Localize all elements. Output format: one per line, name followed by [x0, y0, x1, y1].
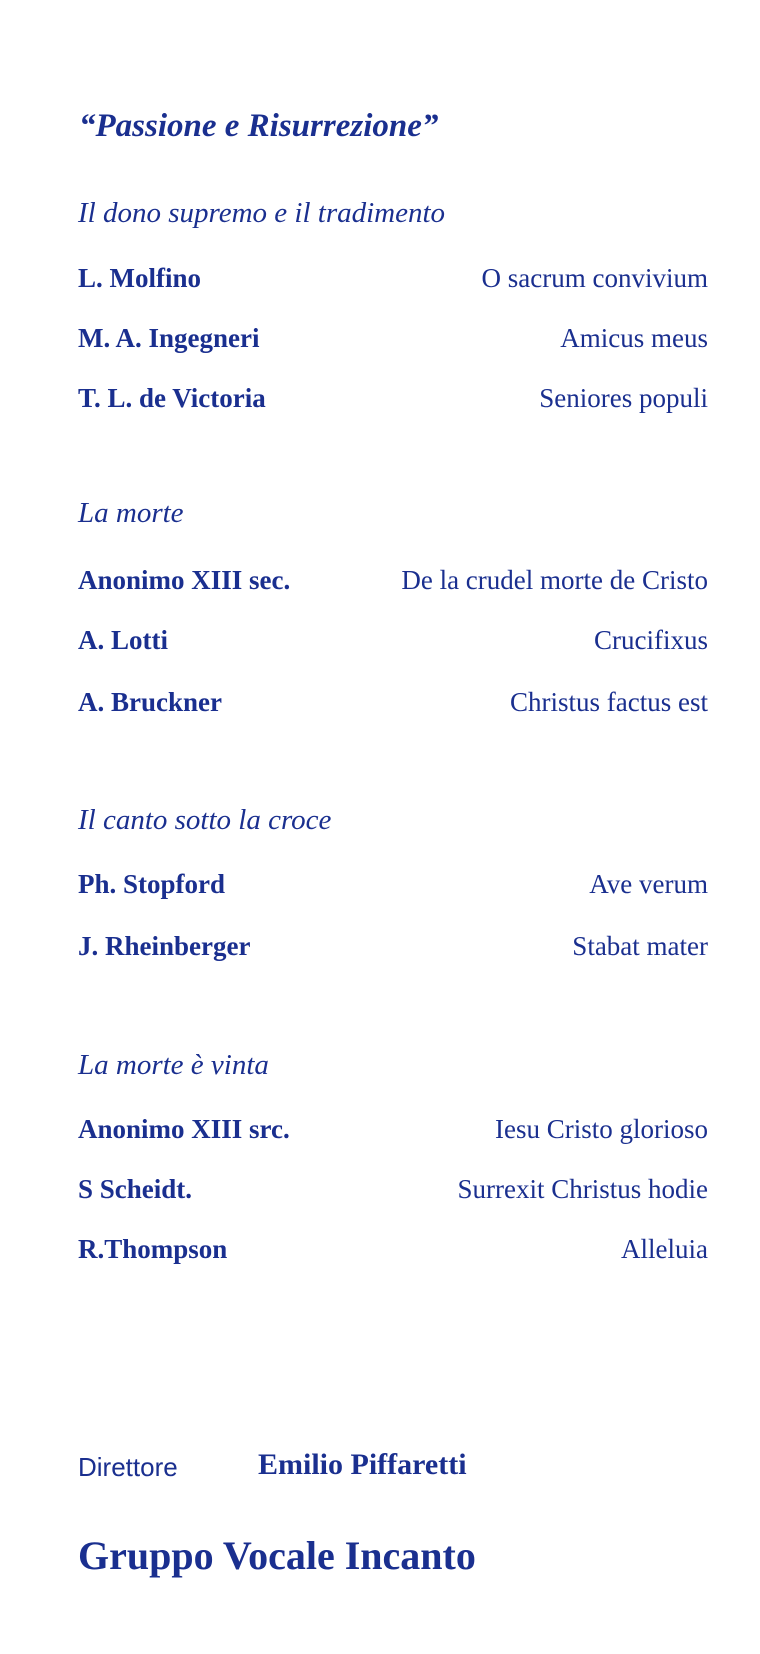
work-title: Iesu Cristo glorioso	[495, 1114, 708, 1144]
composer-name: L. Molfino	[78, 263, 202, 293]
work-title: Crucifixus	[594, 625, 708, 655]
program-row	[78, 687, 708, 721]
work-title: O sacrum convivium	[481, 263, 708, 293]
program-row	[78, 931, 708, 965]
composer-name: Anonimo XIII sec.	[78, 565, 291, 595]
program-row	[78, 869, 708, 903]
program-row	[78, 1114, 708, 1148]
composer-name: J. Rheinberger	[78, 931, 251, 961]
composer-name: Anonimo XIII src.	[78, 1114, 290, 1144]
director-name: Emilio Piffaretti	[258, 1448, 467, 1481]
composer-name: T. L. de Victoria	[78, 383, 266, 413]
work-title: Alleluia	[621, 1234, 708, 1264]
work-title: Stabat mater	[572, 931, 708, 961]
work-title: De la crudel morte de Cristo	[401, 565, 708, 595]
ensemble-name: Gruppo Vocale Incanto	[78, 1533, 476, 1578]
composer-name: Ph. Stopford	[78, 869, 226, 899]
work-title: Seniores populi	[539, 383, 708, 413]
program-row	[78, 383, 708, 417]
composer-name: M. A. Ingegneri	[78, 323, 260, 353]
work-title: Christus factus est	[510, 687, 708, 717]
work-title: Amicus meus	[560, 323, 708, 353]
composer-name: R.Thompson	[78, 1234, 228, 1264]
director-label: Direttore	[78, 1452, 178, 1482]
section-heading-la-morte-e-vinta: La morte è vinta	[78, 1049, 269, 1081]
program-row	[78, 565, 708, 599]
program-row	[78, 323, 708, 357]
program-row	[78, 625, 708, 659]
section-heading-la-morte: La morte	[78, 497, 184, 529]
composer-name: A. Bruckner	[78, 687, 222, 717]
work-title: Surrexit Christus hodie	[457, 1174, 708, 1204]
composer-name: A. Lotti	[78, 625, 168, 655]
program-title: “Passione e Risurrezione”	[79, 108, 439, 144]
program-row	[78, 1174, 708, 1208]
work-title: Ave verum	[589, 869, 708, 899]
composer-name: S Scheidt.	[78, 1174, 193, 1204]
section-heading-dono-supremo: Il dono supremo e il tradimento	[78, 197, 446, 229]
program-row	[78, 263, 708, 297]
section-heading-canto-sotto-la-croce: Il canto sotto la croce	[78, 804, 332, 836]
program-row	[78, 1234, 708, 1268]
